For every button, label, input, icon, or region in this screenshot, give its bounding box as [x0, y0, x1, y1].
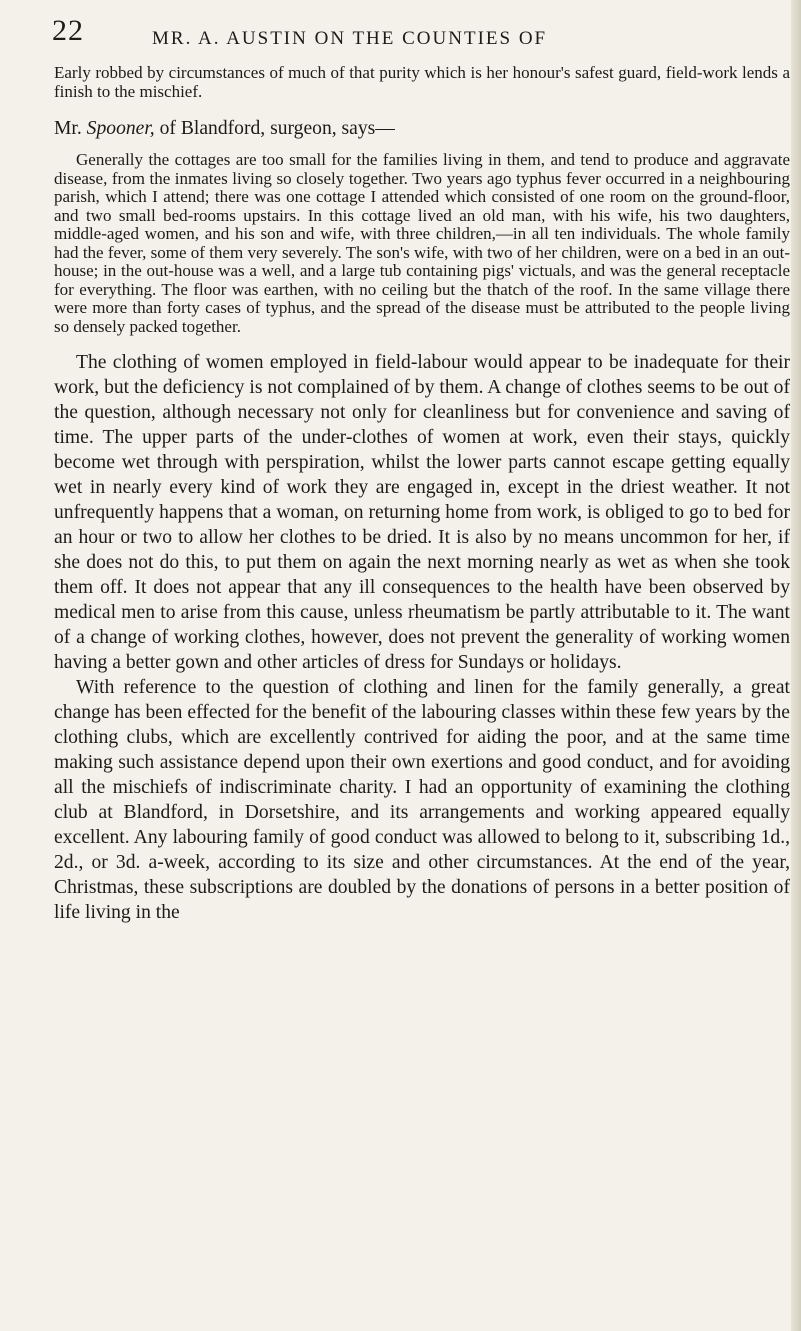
attribution-speaker: Spooner,: [86, 118, 155, 139]
quoted-testimony: Generally the cottages are too small for the families living in them, and tend to produce and aggravate disease, from the inmates living so closely together. Two years ago typhus fever occurred in a neighbouring parish, which I attend; there was one cottage I attended which consisted of one room on the ground-floor, and two small bed-rooms upstairs. In this cottage lived an old man, with his wife, his two daughters, middle-aged women, and his son and wife, with three children,—in all ten individuals. The whole family had the fever, some of them very severely. The son's wife, with two of her children, were on a bed in an out-house; in the out-house was a well, and a large tub containing pigs' victuals, and was the general receptacle for everything. The floor was earthen, with no ceiling but the thatch of the roof. In the same village there were more than forty cases of typhus, and the spread of the disease must be attributed to the people living so densely packed together.: [54, 150, 790, 336]
page-number: 22: [52, 14, 84, 47]
attribution-prefix: Mr.: [54, 118, 87, 139]
page-edge: [791, 0, 801, 1331]
paragraph-clothing-clubs: With reference to the question of clothing and linen for the family generally, a great change has been effected for the benefit of the labouring classes within these few years by the clothing clubs, which are excellently contrived for aiding the poor, and at the same time making such assistance depend upon their own exertions and good conduct, and for avoiding all the mischiefs of indiscriminate charity. I had an opportunity of examining the clothing club at Blandford, in Dorsetshire, and its arrangements and working appeared equally excellent. Any labouring family of good conduct was allowed to belong to it, subscribing 1d., 2d., or 3d. a-week, according to its size and other circumstances. At the end of the year, Christmas, these subscriptions are doubled by the donations of persons in a better position of life living in the: [54, 677, 790, 923]
running-head: MR. A. AUSTIN ON THE COUNTIES OF: [152, 28, 548, 49]
page-header: [52, 14, 752, 54]
text-body: [54, 64, 790, 925]
attribution-suffix: of Blandford, surgeon, says—: [154, 118, 395, 139]
quote-attribution: [54, 116, 790, 141]
opening-paragraph: Early robbed by circumstances of much of that purity which is her honour's safest guard, field-work lends a finish to the mischief.: [54, 63, 790, 101]
paragraph-clothing-of-women: The clothing of women employed in field-labour would appear to be inadequate for their work, but the deficiency is not complained of by them. A change of clothes seems to be out of the question, although necessary not only for cleanliness but for convenience and saving of time. The upper parts of the under-clothes of women at work, even their stays, quickly become wet through with perspiration, whilst the lower parts cannot escape getting equally wet in nearly every kind of work they are engaged in, except in the driest weather. It not unfrequently happens that a woman, on returning home from work, is obliged to go to bed for an hour or two to allow her clothes to be dried. It is also by no means uncommon for her, if she does not do this, to put them on again the next morning nearly as wet as when she took them off. It does not appear that any ill consequences to the health have been observed by medical men to arise from this cause, unless rheumatism be partly attributable to it. The want of a change of working clothes, however, does not prevent the generality of working women having a better gown and other articles of dress for Sundays or holidays.: [54, 352, 790, 673]
